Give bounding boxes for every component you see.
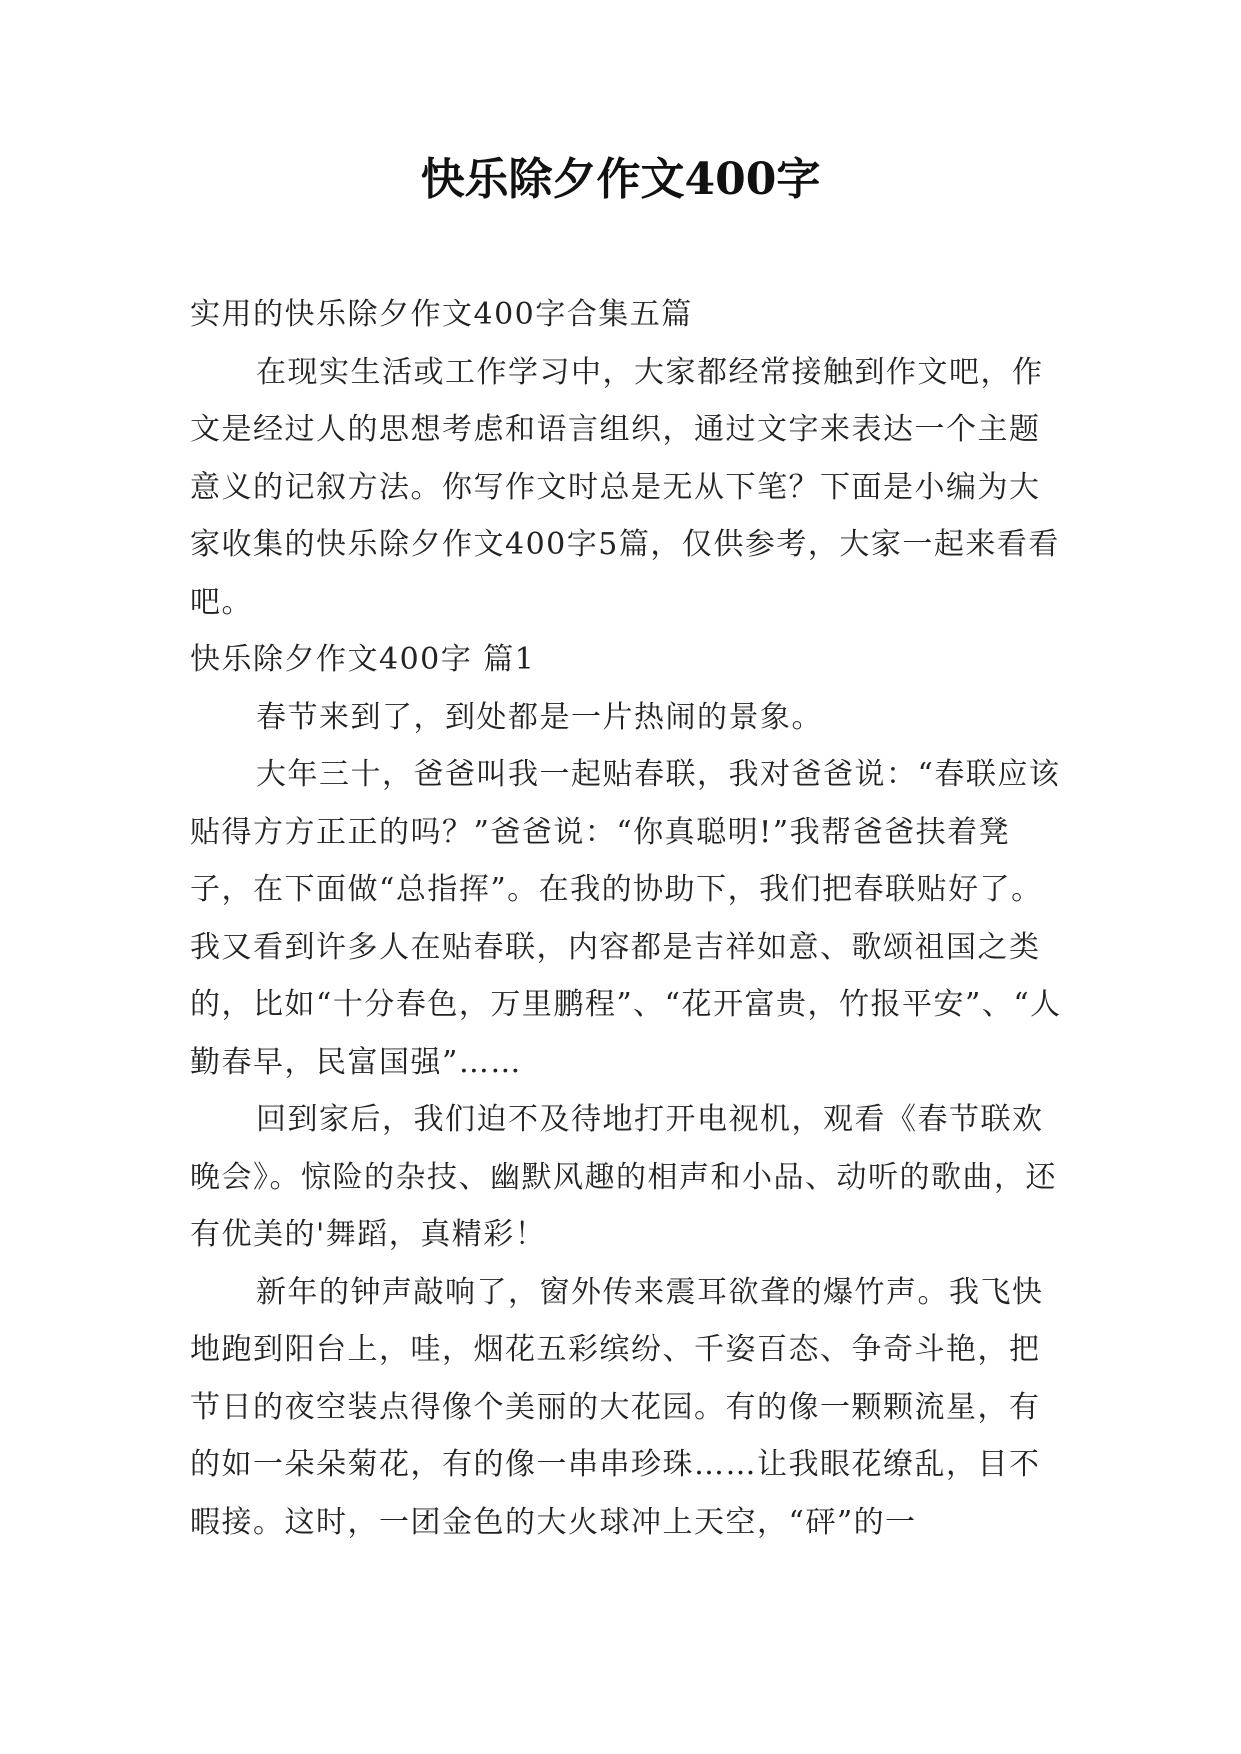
subtitle-paragraph: 实用的快乐除夕作文400字合集五篇 — [190, 297, 693, 332]
body-paragraph: 春节来到了，到处都是一片热闹的景象。 — [256, 699, 823, 735]
section-heading: 快乐除夕作文400字 篇1 — [190, 642, 536, 677]
document-body — [190, 286, 1062, 1551]
body-paragraph: 新年的钟声敲响了，窗外传来震耳欲聋的爆竹声。我飞快地跑到阳台上，哇，烟花五彩缤纷、千姿百态、争奇斗艳，把节日的夜空装点得像个美丽的大花园。有的像一颗颗流星，有的如一朵朵菊花，有的像一串串珍珠……让我眼花缭乱，目不暇接。这时，一团金色的大火球冲上天空，“砰”的一 — [190, 1274, 1044, 1540]
body-paragraph: 大年三十，爸爸叫我一起贴春联，我对爸爸说：“春联应该贴得方方正正的吗？”爸爸说：“你真聪明!”我帮爸爸扶着凳子，在下面做“总指挥”。在我的协助下，我们把春联贴好了。我又看到许多人在贴春联，内容都是吉祥如意、歌颂祖国之类的，比如“十分春色，万里鹏程”、“花开富贵，竹报平安”、“人勤春早，民富国强”…… — [190, 757, 1062, 1080]
intro-paragraph: 在现实生活或工作学习中，大家都经常接触到作文吧，作文是经过人的思想考虑和语言组织，通过文字来表达一个主题意义的记叙方法。你写作文时总是无从下笔？下面是小编为大家收集的快乐除夕作文400字5篇，仅供参考，大家一起来看看吧。 — [190, 354, 1060, 620]
document-title: 快乐除夕作文400字 — [420, 154, 821, 205]
body-paragraph: 回到家后，我们迫不及待地打开电视机，观看《春节联欢晚会》。惊险的杂技、幽默风趣的相声和小品、动听的歌曲，还有优美的'舞蹈，真精彩！ — [190, 1102, 1057, 1252]
